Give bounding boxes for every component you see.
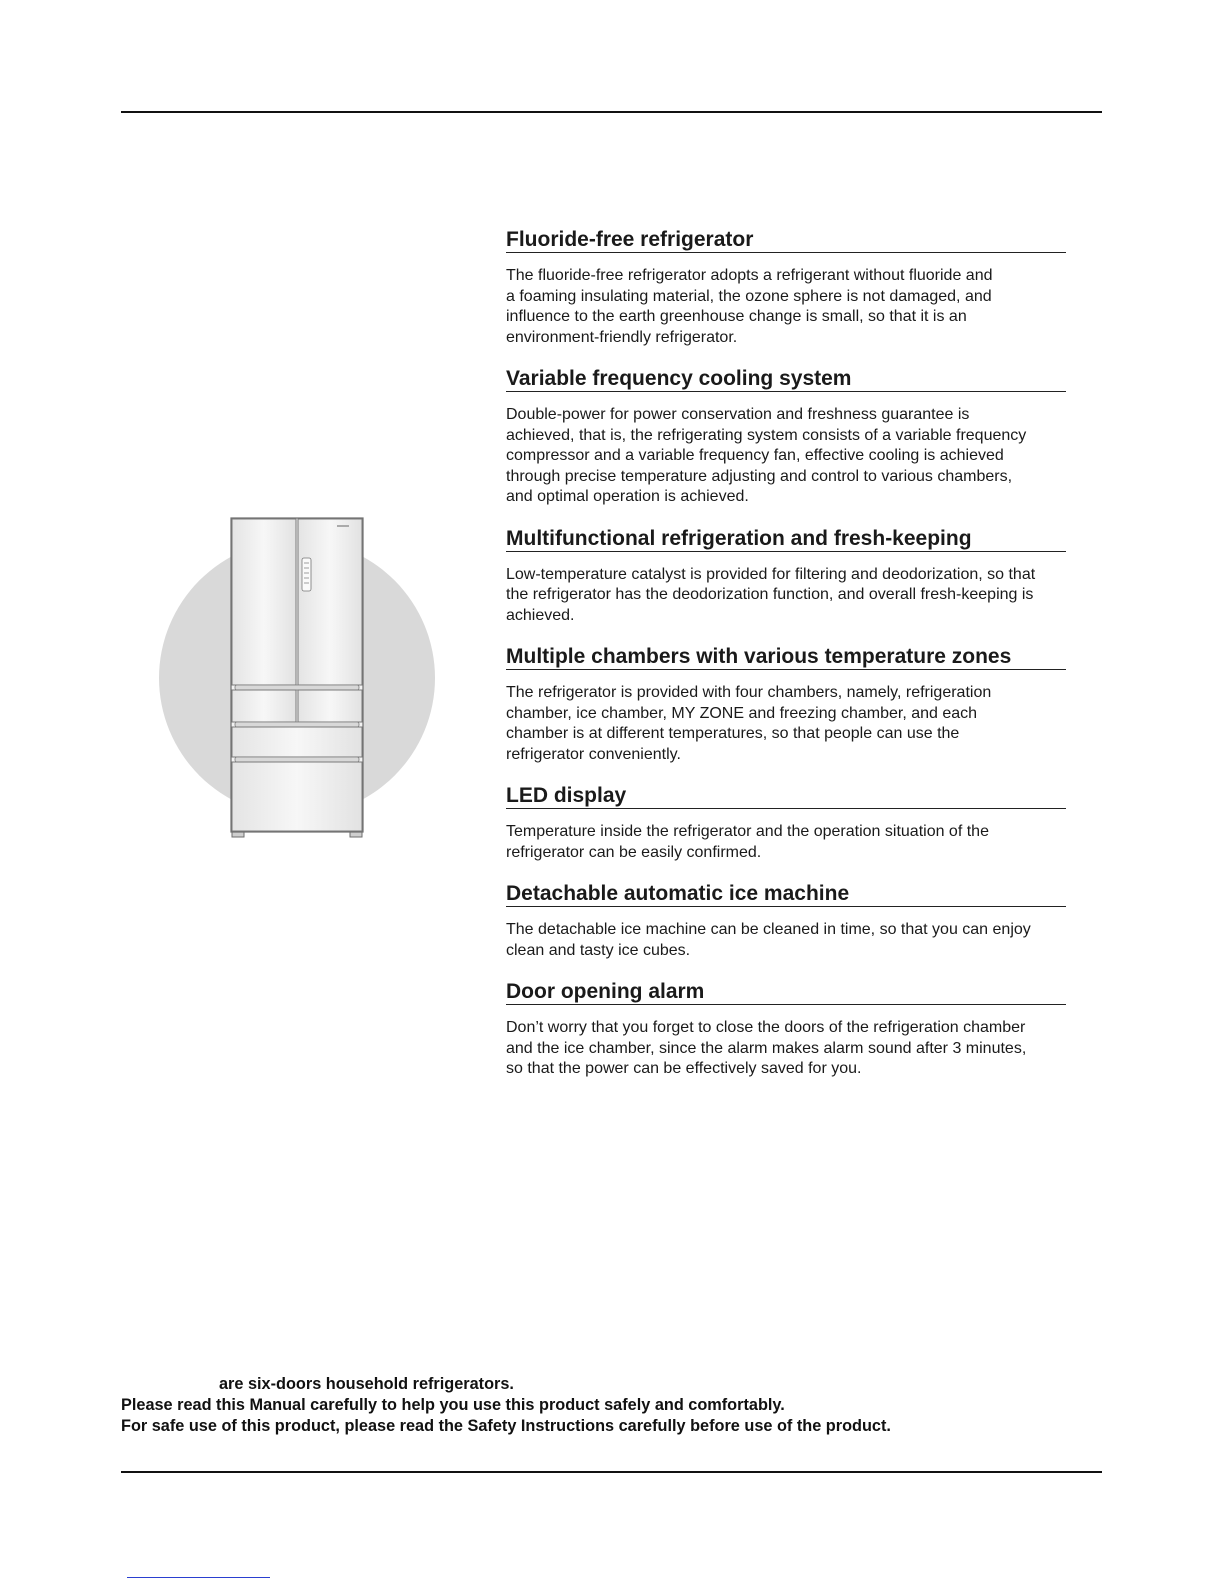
top-rule [121,111,1102,113]
feature-title: Door opening alarm [506,980,1066,1005]
left-door [232,519,296,685]
feature-title: LED display [506,784,1066,809]
feature-title: Multifunctional refrigeration and fresh-keeping [506,527,1066,552]
feature-fluoride-free [506,228,1066,348]
switch-drawer [298,690,362,722]
feature-led-display [506,784,1066,863]
feature-ice-machine [506,882,1066,961]
right-door [298,519,362,685]
features-list [506,228,1066,1099]
intro-notice [121,1374,1101,1436]
feature-title: Fluoride-free refrigerator [506,228,1066,253]
feature-description: Double-power for power conservation and freshness guarantee is achieved, that is, the refrigerating system consists of a variable frequency compressor and a variable frequency fan, effective cooling is achieved through precise temperature adjusting and control to various chambers, and optimal operation is achieved. [506,406,1027,505]
feature-title: Variable frequency cooling system [506,367,1066,392]
intro-line-2: Please read this Manual carefully to help you use this product safely and comfortably. [121,1395,785,1414]
brand-mark [337,525,349,527]
refrigerator-illustration [159,514,435,840]
ice-chamber-drawer [232,690,296,722]
feature-description: Low-temperature catalyst is provided for filtering and deodorization, so that the refrigerator has the deodorization function, and overall fresh-keeping is achieved. [506,565,1036,624]
feature-variable-frequency [506,367,1066,508]
feature-door-alarm [506,980,1066,1080]
feature-multiple-chambers [506,645,1066,765]
intro-line-1: are six-doors household refrigerators. [219,1375,514,1393]
feature-title: Detachable automatic ice machine [506,882,1066,907]
freezer-drawer [232,762,362,831]
my-zone-drawer [232,727,362,757]
feature-title: Multiple chambers with various temperature zones [506,645,1066,670]
feature-description: Temperature inside the refrigerator and the operation situation of the refrigerator can be easily confirmed. [506,823,989,861]
feature-description: The detachable ice machine can be cleaned in time, so that you can enjoy clean and tasty ice cubes. [506,921,1031,959]
feature-description: The fluoride-free refrigerator adopts a refrigerant without fluoride and a foaming insulating material, the ozone sphere is not damaged, and influence to the earth greenhouse change is small, so that it is an environment-friendly refrigerator. [506,267,993,346]
feature-description: Don’t worry that you forget to close the doors of the refrigeration chamber and the ice chamber, since the alarm makes alarm sound after 3 minutes, so that the power can be effectively saved for you. [506,1019,1027,1077]
feature-multifunctional [506,527,1066,627]
bottom-rule [121,1471,1102,1473]
feature-description: The refrigerator is provided with four chambers, namely, refrigeration chamber, ice chamber, MY ZONE and freezing chamber, and each chamber is at different temperatures, so that people can use the refrigerator conveniently. [506,684,992,763]
footer-link-underline[interactable] [127,1577,270,1578]
intro-line-3: For safe use of this product, please read the Safety Instructions carefully before use of the product. [121,1416,891,1435]
